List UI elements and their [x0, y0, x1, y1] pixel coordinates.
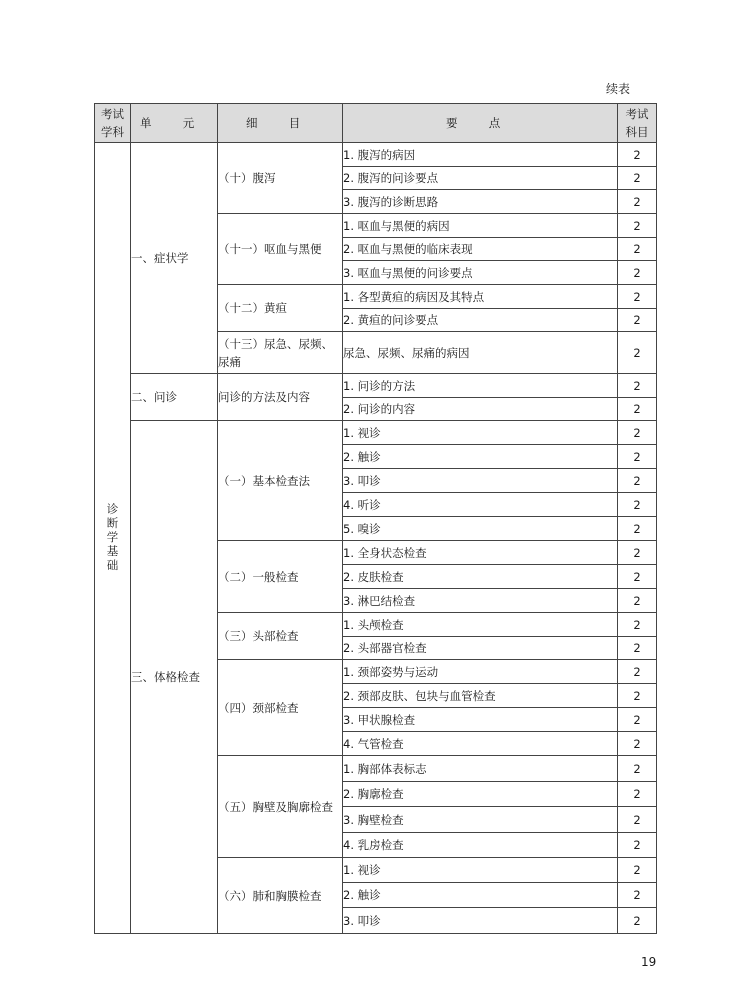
point-cell: 5. 嗅诊: [343, 517, 618, 541]
item-cell: （三）头部检查: [218, 613, 343, 660]
exam-subject-cell: 2: [618, 708, 657, 732]
exam-subject-cell: 2: [618, 469, 657, 493]
point-cell: 1. 胸部体表标志: [343, 756, 618, 782]
syllabus-table: [94, 103, 657, 934]
exam-subject-cell: 2: [618, 684, 657, 708]
point-cell: 3. 淋巴结检查: [343, 589, 618, 613]
header-unit: 单 元: [131, 104, 218, 143]
item-cell: （十）腹泻: [218, 143, 343, 214]
point-cell: 1. 问诊的方法: [343, 374, 618, 398]
point-cell: 尿急、尿频、尿痛的病因: [343, 332, 618, 374]
point-cell: 3. 胸壁检查: [343, 807, 618, 833]
page-number: 19: [641, 955, 657, 969]
exam-subject-cell: 2: [618, 637, 657, 660]
item-cell: （二）一般检查: [218, 541, 343, 613]
point-cell: 4. 乳房检查: [343, 833, 618, 858]
continued-label: 续表: [606, 82, 631, 96]
point-cell: 2. 头部器官检查: [343, 637, 618, 660]
exam-subject-cell: 2: [618, 285, 657, 309]
table-body: [95, 143, 657, 934]
exam-subject-cell: 2: [618, 589, 657, 613]
header-point: 要 点: [343, 104, 618, 143]
exam-subject-cell: 2: [618, 398, 657, 421]
table-row: [95, 143, 657, 167]
exam-subject-cell: 2: [618, 541, 657, 565]
exam-subject-cell: 2: [618, 807, 657, 833]
table-row: [95, 421, 657, 445]
item-cell: （十三）尿急、尿频、尿痛: [218, 332, 343, 374]
point-cell: 3. 叩诊: [343, 908, 618, 934]
exam-subject-cell: 2: [618, 421, 657, 445]
exam-subject-cell: 2: [618, 309, 657, 332]
point-cell: 1. 各型黄疸的病因及其特点: [343, 285, 618, 309]
item-cell: （五）胸壁及胸廓检查: [218, 756, 343, 858]
table-row: [95, 374, 657, 398]
exam-subject-cell: 2: [618, 660, 657, 684]
point-cell: 1. 颈部姿势与运动: [343, 660, 618, 684]
point-cell: 2. 问诊的内容: [343, 398, 618, 421]
header-subject: 考试学科: [95, 104, 131, 143]
point-cell: 4. 气管检查: [343, 732, 618, 756]
point-cell: 2. 呕血与黑便的临床表现: [343, 238, 618, 261]
item-cell: （四）颈部检查: [218, 660, 343, 756]
exam-subject-cell: 2: [618, 883, 657, 908]
unit-cell: 一、症状学: [131, 143, 218, 374]
exam-subject-cell: 2: [618, 445, 657, 469]
item-cell: 问诊的方法及内容: [218, 374, 343, 421]
exam-subject-cell: 2: [618, 332, 657, 374]
unit-cell: 二、问诊: [131, 374, 218, 421]
exam-subject-cell: 2: [618, 143, 657, 167]
point-cell: 2. 皮肤检查: [343, 565, 618, 589]
point-cell: 1. 全身状态检查: [343, 541, 618, 565]
unit-cell: 三、体格检查: [131, 421, 218, 934]
point-cell: 1. 视诊: [343, 858, 618, 883]
exam-subject-cell: 2: [618, 493, 657, 517]
exam-subject-cell: 2: [618, 261, 657, 285]
table-header-row: [95, 104, 657, 143]
point-cell: 1. 腹泻的病因: [343, 143, 618, 167]
exam-subject-cell: 2: [618, 732, 657, 756]
item-cell: （十二）黄疸: [218, 285, 343, 332]
point-cell: 2. 触诊: [343, 445, 618, 469]
exam-subject-cell: 2: [618, 167, 657, 190]
exam-subject-cell: 2: [618, 908, 657, 934]
point-cell: 1. 呕血与黑便的病因: [343, 214, 618, 238]
point-cell: 4. 听诊: [343, 493, 618, 517]
exam-subject-cell: 2: [618, 517, 657, 541]
exam-subject-cell: 2: [618, 858, 657, 883]
exam-subject-cell: 2: [618, 613, 657, 637]
point-cell: 2. 腹泻的问诊要点: [343, 167, 618, 190]
subject-cell: 诊断学基础: [95, 143, 131, 934]
exam-subject-cell: 2: [618, 374, 657, 398]
point-cell: 1. 视诊: [343, 421, 618, 445]
point-cell: 2. 颈部皮肤、包块与血管检查: [343, 684, 618, 708]
exam-subject-cell: 2: [618, 214, 657, 238]
point-cell: 3. 呕血与黑便的问诊要点: [343, 261, 618, 285]
item-cell: （一）基本检查法: [218, 421, 343, 541]
point-cell: 2. 触诊: [343, 883, 618, 908]
point-cell: 2. 黄疸的问诊要点: [343, 309, 618, 332]
exam-subject-cell: 2: [618, 756, 657, 782]
exam-subject-cell: 2: [618, 833, 657, 858]
exam-subject-cell: 2: [618, 190, 657, 214]
point-cell: 3. 腹泻的诊断思路: [343, 190, 618, 214]
point-cell: 3. 叩诊: [343, 469, 618, 493]
header-exam-subject: 考试科目: [618, 104, 657, 143]
exam-subject-cell: 2: [618, 565, 657, 589]
exam-subject-cell: 2: [618, 238, 657, 261]
item-cell: （十一）呕血与黑便: [218, 214, 343, 285]
exam-subject-cell: 2: [618, 782, 657, 807]
header-item: 细 目: [218, 104, 343, 143]
point-cell: 3. 甲状腺检查: [343, 708, 618, 732]
item-cell: （六）肺和胸膜检查: [218, 858, 343, 934]
point-cell: 1. 头颅检查: [343, 613, 618, 637]
point-cell: 2. 胸廓检查: [343, 782, 618, 807]
